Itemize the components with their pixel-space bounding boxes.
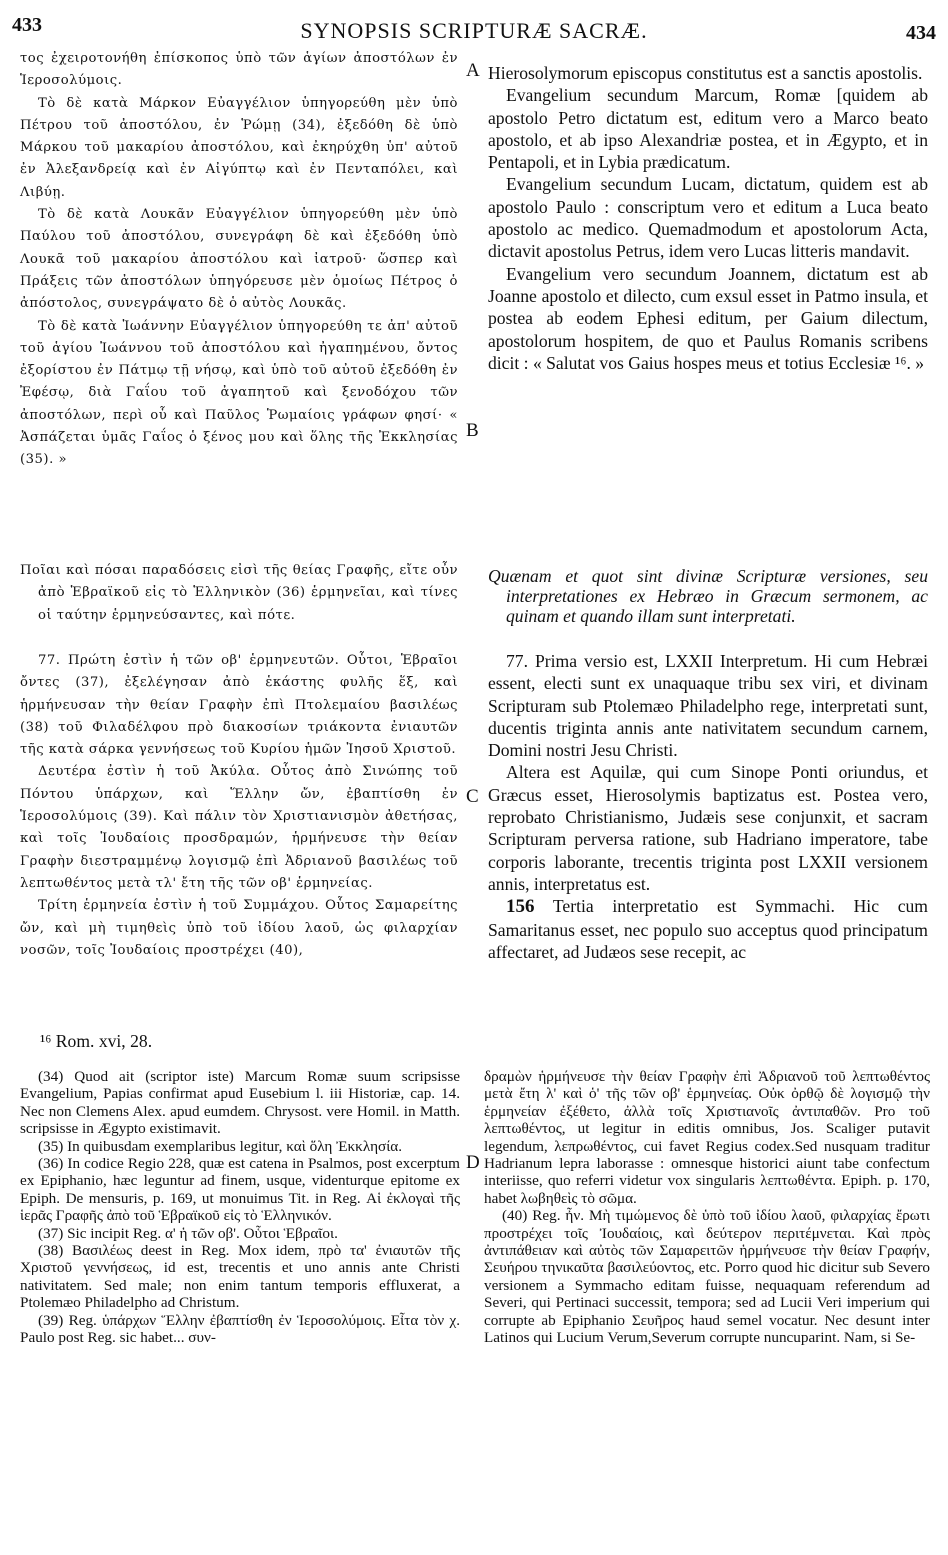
latin-paragraph-aquila: Altera est Aquilæ, qui cum Sinope Ponti oriundus, et Græcus esset, Hierosolymis baptizatus est. Postea vero, reprobato Christianismo, Judæis sese conjunxit, et sacram Scripturam perversa ratione, sub Hadriano imperatore, tabe corporis laborante, trecentis triginta post LXXII versionem annis, interpretatus est. bbox=[488, 762, 928, 894]
greek-paragraph-john: Τὸ δὲ κατὰ Ἰωάννην Εὐαγγέλιον ὑπηγορεύθη τε ἀπ' αὐτοῦ τοῦ ἁγίου Ἰωάννου τοῦ ἀποστόλου καὶ ἠγαπημένου, ὄντος ἐξορίστου ἐν Πάτμῳ τῇ νήσῳ, καὶ ὑπὸ τοῦ αὐτοῦ ἐξεδόθη ἐν Ἐφέσῳ, διὰ Γαΐου τοῦ ἀγαπητοῦ καὶ ξενοδόχου τῶν ἀποστόλων, περὶ οὗ καὶ Παῦλος Ῥωμαίοις γράφων φησί· « Ἀσπάζεται ὑμᾶς Γαΐος ὁ ξένος μου καὶ ὅλης τῆς Ἐκκλησίας (35). » bbox=[20, 318, 458, 468]
greek-column-top bbox=[20, 48, 458, 472]
footnotes-right bbox=[484, 1068, 930, 1347]
marker-c: C bbox=[466, 786, 479, 807]
footnotes-left bbox=[20, 1068, 460, 1347]
footnote-39-continued: δραμὼν ἡρμήνευσε τὴν θείαν Γραφὴν ἐπὶ Ἀδριανοῦ τοῦ λεπτωθέντος μετὰ ἔτη λ' καὶ ὁ' τῆς τῶν οβ' ἑρμηνείας. Οὐκ ὀρθῷ δὲ λογισμῷ τὴν ἑρμηνείαν ἐξέθετο, ἀλλὰ τοῖς Χριστιανοῖς ἀντιπαθῶν. Pro τοῦ λεπτωθέντος, ut legitur in editis omnibus, Jos. Scaliger putavit legendum, λεπρωθέντος, cui favet Regius codex.Sed nusquam traditur Hadrianum lepra laborasse : omnesque historici aiunt tabe confectum interiisse, quo referri videtur vox singularis λεπτωθέντα. Epiph. p. 170, habet λωβηθεὶς τὸ σῶμα. bbox=[484, 1068, 930, 1207]
latin-column-top bbox=[488, 62, 928, 374]
latin-paragraph-john: Evangelium vero secundum Joannem, dictatum est ab Joanne apostolo et dilecto, cum exsul esset in Patmo insula, et postea ab eodem Ephesi editum, per Gaium dilectum, apostolorum hospitem, de quo et Paulus Romanis scribens dicit : « Salutat vos Gaius hospes meus et totius Ecclesiæ ¹⁶. » bbox=[488, 263, 928, 373]
scripture-reference-note: ¹⁶ Rom. xvi, 28. bbox=[40, 1031, 153, 1051]
footnote-37: (37) Sic incipit Reg. α' ἡ τῶν οβ'. Οὗτοι Ἑβραῖοι. bbox=[38, 1224, 338, 1242]
footnote-39: (39) Reg. ὑπάρχων Ἕλλην ἐβαπτίσθη ἐν Ἱεροσολύμοις. Εἶτα τὸν χ. Paulo post Reg. sic habet... συν- bbox=[20, 1311, 460, 1347]
footnote-38: (38) Βασιλέως deest in Reg. Mox idem, πρὸ τα' ἐνιαυτῶν τῆς Χριστοῦ γεννήσεως, id est, trecentis et uno annis ante Christi nativitatem. Sed male; non enim tantum temporis effluxerat, a Ptolemæo Philadelpho ad Christum. bbox=[20, 1242, 460, 1312]
footnote-36: (36) In codice Regio 228, quæ est catena in Psalmos, post excerptum ex Epiphanio, hæc leguntur ad finem, usque, videnturque epitome ex Epiph. De mensuris, p. 169, ut monuimus Tit. in Reg. Αἱ ἐκλογαὶ τῆς ἱερᾶς Γραφῆς ἀπὸ τοῦ Ἑβραϊκοῦ εἰς τὸ Ἑλληνικόν. bbox=[20, 1155, 460, 1225]
running-title: SYNOPSIS SCRIPTURÆ SACRÆ. bbox=[300, 18, 648, 43]
footnote-34: (34) Quod ait (scriptor iste) Marcum Romæ suum scripsisse Evangelium, Papias confirmat apud Eusebium l. iii Historiæ, cap. 14. Nec non Clemens Alex. apud eumdem. Chrysost. vere Homil. in Matth. scripsisse in Ægypto existimavit. bbox=[20, 1068, 460, 1138]
latin-paragraph: Hierosolymorum episcopus constitutus est a sanctis apostolis. bbox=[488, 63, 923, 83]
footnote-40: (40) Reg. ἦν. Μὴ τιμώμενος δὲ ὑπὸ τοῦ ἰδίου λαοῦ, φιλαρχίας ἔρωτι προστρέχει τοῖς Ἰουδαίοις, καὶ δεύτερον περιτέμνεται. Καὶ πρὸς ἀντιπάθειαν καὶ αὐτὸς τῶν Σαμαρειτῶν ἡρμήνευσε τὴν θείαν Γραφήν, Σευήρου τηνικαῦτα βασιλεύοντος, etc. Porro quod hic dicitur sub Severo versionem a Symmacho editam fuisse, nequaquam referendum ad Severi, qui Pertinaci successit, tempora; sed ad Lucii Veri imperium qui corrupte ab Epiphanio Σευῆρος haud semel vocatur. Nec desunt inter Latinos qui Lucium Verum,Severum corrupte nuncuparint. Nam, si Se- bbox=[484, 1207, 930, 1347]
marker-d: D bbox=[466, 1152, 480, 1173]
page-header bbox=[0, 8, 948, 48]
marker-a: A bbox=[466, 60, 480, 81]
latin-symmachus-text: Tertia interpretatio est Symmachi. Hic cum Samaritanus esset, nec populo suo acceptus quod principatum affectaret, ad Judæos sese recepit, ac bbox=[488, 896, 928, 962]
page-number-left: 433 bbox=[12, 14, 42, 36]
marker-b: B bbox=[466, 420, 479, 441]
latin-paragraph-mark: Evangelium secundum Marcum, Romæ [quidem ab apostolo Petro dictatum est, editum vero a Marco beato apostolo, et ab ipso Alexandriæ postea, et in Ægypto, et in Pentapoli, et in Lybia prædicatum. bbox=[488, 85, 928, 173]
greek-paragraph-symmachus: Τρίτη ἑρμηνεία ἐστὶν ἡ τοῦ Συμμάχου. Οὗτος Σαμαρείτης ὤν, καὶ μὴ τιμηθεὶς ὑπὸ τοῦ ἰδίου λαοῦ, ὡς φιλαρχίαν νοσῶν, τοῖς Ἰουδαίοις προστρέχει (40), bbox=[20, 898, 458, 958]
greek-paragraph: τος ἐχειροτονήθη ἐπίσκοπος ὑπὸ τῶν ἁγίων ἀποστόλων ἐν Ἱεροσολύμοις. bbox=[20, 51, 458, 89]
column-number-156: 156 bbox=[506, 896, 535, 918]
greek-column-mid bbox=[20, 650, 458, 962]
latin-paragraph-luke: Evangelium secundum Lucam, dictatum, quidem est ab apostolo Paulo : conscriptum vero et editum a Luca beato apostolo ac medico. Quemadmodum et apostolorum Acta, dictavit apostolus Petrus, idem vero Lucas litteris mandavit. bbox=[488, 174, 928, 262]
greek-paragraph-aquila: Δευτέρα ἐστὶν ἡ τοῦ Ἀκύλα. Οὗτος ἀπὸ Σινώπης τοῦ Πόντου ὑπάρχων, καὶ Ἕλλην ὤν, ἐβαπτίσθη ἐν Ἱεροσολύμοις (39). Καὶ πάλιν τὸν Χριστιανισμὸν ἀθετήσας, καὶ τοῖς Ἰουδαίοις προσδραμών, ἡρμήνευσε τὴν θείαν Γραφὴν διεστραμμένῳ λογισμῷ ἐπὶ Ἀδριανοῦ βασιλέως τοῦ λεπτωθέντος μετὰ τλ' ἔτη τῆς τῶν οβ' ἑρμηνείας. bbox=[20, 764, 458, 891]
latin-paragraph-156 bbox=[488, 895, 928, 963]
greek-paragraph-77: 77. Πρώτη ἐστὶν ἡ τῶν οβ' ἑρμηνευτῶν. Οὗτοι, Ἑβραῖοι ὄντες (37), ἐξελέγησαν ἀπὸ ἑκάστης φυλῆς ἕξ, καὶ ἡρμήνευσαν τὴν θείαν Γραφὴν ἐπὶ Πτολεμαίου βασιλέως (38) τοῦ Φιλαδέλφου πρὸ διακοσίων τριάκοντα ἐνιαυτῶν τῆς κατὰ σάρκα γεννήσεως τοῦ Κυρίου ἡμῶν Ἰησοῦ Χριστοῦ. bbox=[20, 653, 458, 758]
latin-section-heading: Quænam et quot sint divinæ Scripturæ versiones, seu interpretationes ex Hebræo in Græcum sermonem, ac quinam et quando illam sunt interpretati. bbox=[488, 566, 928, 626]
page-number-right: 434 bbox=[906, 22, 936, 44]
latin-column-mid bbox=[488, 650, 928, 963]
latin-paragraph-77: 77. Prima versio est, LXXII Interpretum. Hi cum Hebræi essent, electi sunt ex unaquaque tribu sex viri, et divinam Scripturam sub Ptolemæo Philadelpho rege, interpretati sunt, ducentis triginta annis ante nativitatem secundum carnem, Domini nostri Jesu Christi. bbox=[488, 651, 928, 761]
footnote-35: (35) In quibusdam exemplaribus legitur, καὶ ὅλη Ἐκκλησία. bbox=[38, 1137, 403, 1155]
greek-paragraph-luke: Τὸ δὲ κατὰ Λουκᾶν Εὐαγγέλιον ὑπηγορεύθη μὲν ὑπὸ Παύλου τοῦ ἀποστόλου, συνεγράφη δὲ καὶ ἐξεδόθη ὑπὸ Λουκᾶ τοῦ μακαρίου ἀποστόλου καὶ ἰατροῦ· ὥσπερ καὶ Πράξεις τῶν ἀποστόλων ὑπηγόρευσε μὲν ὁμοίως Πέτρος ὁ ἀπόστολος, συνεγράψατο δὲ ὁ αὐτὸς Λουκᾶς. bbox=[20, 207, 458, 312]
greek-paragraph-mark: Τὸ δὲ κατὰ Μάρκον Εὐαγγέλιον ὑπηγορεύθη μὲν ὑπὸ Πέτρου τοῦ ἀποστόλου, ἐν Ῥώμῃ (34), ἐξεδόθη δὲ ὑπὸ Μάρκου τοῦ μακαρίου ἀποστόλου, καὶ ἐκηρύχθη ὑπ' αὐτοῦ ἐν Ἀλεξανδρείᾳ καὶ ἐν Αἰγύπτῳ καὶ ἐν Πενταπόλει, καὶ Λιβύῃ. bbox=[20, 95, 458, 200]
greek-section-heading: Ποῖαι καὶ πόσαι παραδόσεις εἰσὶ τῆς θείας Γραφῆς, εἴτε οὖν ἀπὸ Ἑβραϊκοῦ εἰς τὸ Ἑλληνικὸν (36) ἑρμηνεῖαι, καὶ τίνες οἱ ταύτην ἑρμηνεύσαντες, καὶ πότε. bbox=[20, 563, 458, 623]
